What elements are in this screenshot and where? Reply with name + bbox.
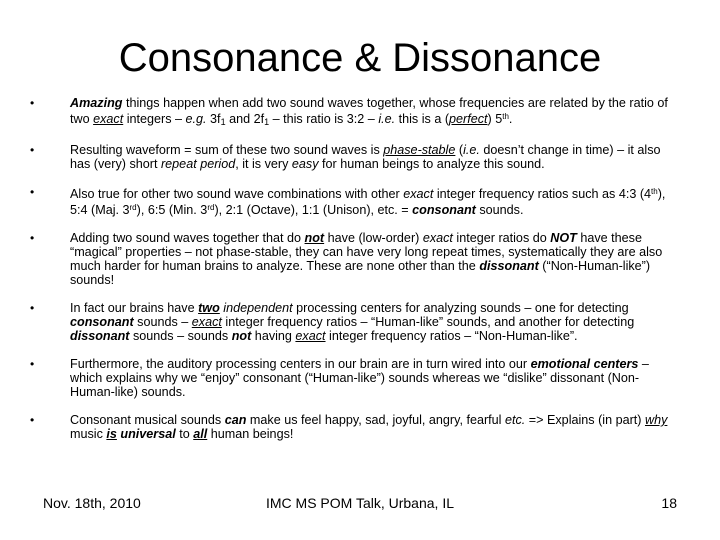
text-segment: exact xyxy=(191,315,222,329)
text-segment: , it is very xyxy=(235,157,292,171)
text-segment: integer frequency ratios – “Human-like” sounds, and another for detecting xyxy=(221,315,635,329)
text-segment: exact xyxy=(403,187,434,201)
bullet-item xyxy=(0,301,720,343)
text-segment: can xyxy=(224,413,247,427)
text-segment: make us feel happy, sad, joyful, angry, fearful xyxy=(246,413,505,427)
bullet-marker: • xyxy=(30,143,35,157)
text-segment: all xyxy=(193,427,208,441)
text-segment: processing centers for analyzing sounds – one for detecting xyxy=(292,301,629,315)
bullet-text xyxy=(70,96,682,129)
text-segment: integer ratios do xyxy=(452,231,551,245)
text-segment: for human beings to analyze this sound. xyxy=(318,157,545,171)
text-segment: rd xyxy=(129,203,137,212)
text-segment: integers – xyxy=(123,112,186,126)
text-segment: exact xyxy=(295,329,326,343)
text-segment: dissonant xyxy=(479,259,539,273)
text-segment: this is a ( xyxy=(395,112,450,126)
text-segment: not xyxy=(304,231,325,245)
text-segment: exact xyxy=(422,231,453,245)
text-segment: Also true for other two sound wave combinations with other xyxy=(70,187,404,201)
text-segment: ), 6:5 (Min. 3 xyxy=(136,203,208,217)
bullet-list xyxy=(0,96,720,455)
footer-event: IMC MS POM Talk, Urbana, IL xyxy=(265,495,454,511)
text-segment: – this ratio is 3:2 – xyxy=(269,112,379,126)
bullet-item xyxy=(0,96,720,129)
bullet-item xyxy=(0,231,720,287)
text-segment: Furthermore, the auditory processing centers in our brain are in turn wired into our xyxy=(70,357,531,371)
text-segment: (“Non-Human-like”) sounds! xyxy=(70,259,651,287)
text-segment: ), 2:1 (Octave), 1:1 (Unison), etc. = xyxy=(214,203,413,217)
text-segment: sounds – xyxy=(133,315,192,329)
text-segment: Resulting waveform = sum of these two sound waves is xyxy=(70,143,384,157)
bullet-text xyxy=(70,143,682,171)
bullet-marker: • xyxy=(30,413,35,427)
text-segment: repeat period xyxy=(160,157,236,171)
text-segment: NOT xyxy=(550,231,577,245)
text-segment: Consonant musical sounds xyxy=(70,413,225,427)
bullet-text xyxy=(70,413,682,441)
bullet-marker: • xyxy=(30,96,35,110)
text-segment: exact xyxy=(93,112,124,126)
bullet-text xyxy=(70,357,682,399)
text-segment: rd xyxy=(207,203,215,212)
text-segment: dissonant xyxy=(70,329,130,343)
bullet-marker: • xyxy=(30,301,35,315)
text-segment: not xyxy=(231,329,252,343)
bullet-text xyxy=(70,231,682,287)
text-segment: phase-stable xyxy=(383,143,456,157)
slide-title: Consonance & Dissonance xyxy=(118,36,602,80)
text-segment: to xyxy=(175,427,194,441)
text-segment: universal xyxy=(120,427,176,441)
text-segment: i.e. xyxy=(463,143,480,157)
text-segment: perfect xyxy=(449,112,488,126)
bullet-item xyxy=(0,185,720,217)
text-segment: . xyxy=(508,112,513,126)
text-segment: ( xyxy=(455,143,464,157)
text-segment: easy xyxy=(291,157,319,171)
text-segment: 1 xyxy=(220,117,226,127)
bullet-item xyxy=(0,143,720,171)
bullet-text xyxy=(70,185,682,217)
footer-page-number: 18 xyxy=(661,495,677,511)
footer-date: Nov. 18th, 2010 xyxy=(43,495,141,511)
text-segment: 1 xyxy=(264,117,270,127)
text-segment: e.g. xyxy=(185,112,207,126)
text-segment: music xyxy=(70,427,107,441)
text-segment: etc. xyxy=(504,413,526,427)
text-segment: consonant xyxy=(412,203,476,217)
text-segment: ), 5:4 (Maj. 3 xyxy=(70,187,666,217)
text-segment: doesn’t change in time) – it also has (very) short xyxy=(70,143,661,171)
text-segment: human beings! xyxy=(207,427,294,441)
bullet-item xyxy=(0,357,720,399)
text-segment: have (low-order) xyxy=(324,231,423,245)
bullet-text xyxy=(70,301,682,343)
text-segment: emotional centers xyxy=(530,357,639,371)
text-segment: Adding two sound waves together that do xyxy=(70,231,305,245)
text-segment: i.e. xyxy=(378,112,396,126)
bullet-marker: • xyxy=(30,185,35,199)
text-segment: – which explains why we “enjoy” consonant (“Human-like”) sounds whereas we “dislike” dissonant (Non-Human-like) sounds. xyxy=(70,357,649,399)
bullet-item xyxy=(0,413,720,441)
text-segment: two xyxy=(198,301,220,315)
text-segment: having xyxy=(251,329,296,343)
bullet-marker: • xyxy=(30,231,35,245)
text-segment: integer frequency ratios such as 4:3 (4 xyxy=(433,187,652,201)
text-segment: why xyxy=(644,413,668,427)
text-segment: have these “magical” properties – not phase-stable, they can have very long repeat times, systematically they are also much harder for human brains to analyze. These are none other than the xyxy=(70,231,663,273)
bullet-marker: • xyxy=(30,357,35,371)
text-segment: and 2f xyxy=(225,112,265,126)
text-segment: independent xyxy=(223,301,293,315)
text-segment: sounds. xyxy=(475,203,524,217)
text-segment: th xyxy=(651,187,658,196)
text-segment: => Explains (in part) xyxy=(525,413,645,427)
text-segment: th xyxy=(502,112,509,121)
text-segment: consonant xyxy=(70,315,134,329)
text-segment: ) 5 xyxy=(487,112,503,126)
text-segment: things happen when add two sound waves together, whose frequencies are related by the ratio of two xyxy=(70,96,668,126)
text-segment: is xyxy=(106,427,117,441)
text-segment: In fact our brains have xyxy=(70,301,199,315)
text-segment: 3f xyxy=(206,112,221,126)
text-segment: Amazing xyxy=(70,96,123,110)
text-segment: integer frequency ratios – “Non-Human-like”. xyxy=(325,329,578,343)
text-segment: sounds – sounds xyxy=(129,329,232,343)
